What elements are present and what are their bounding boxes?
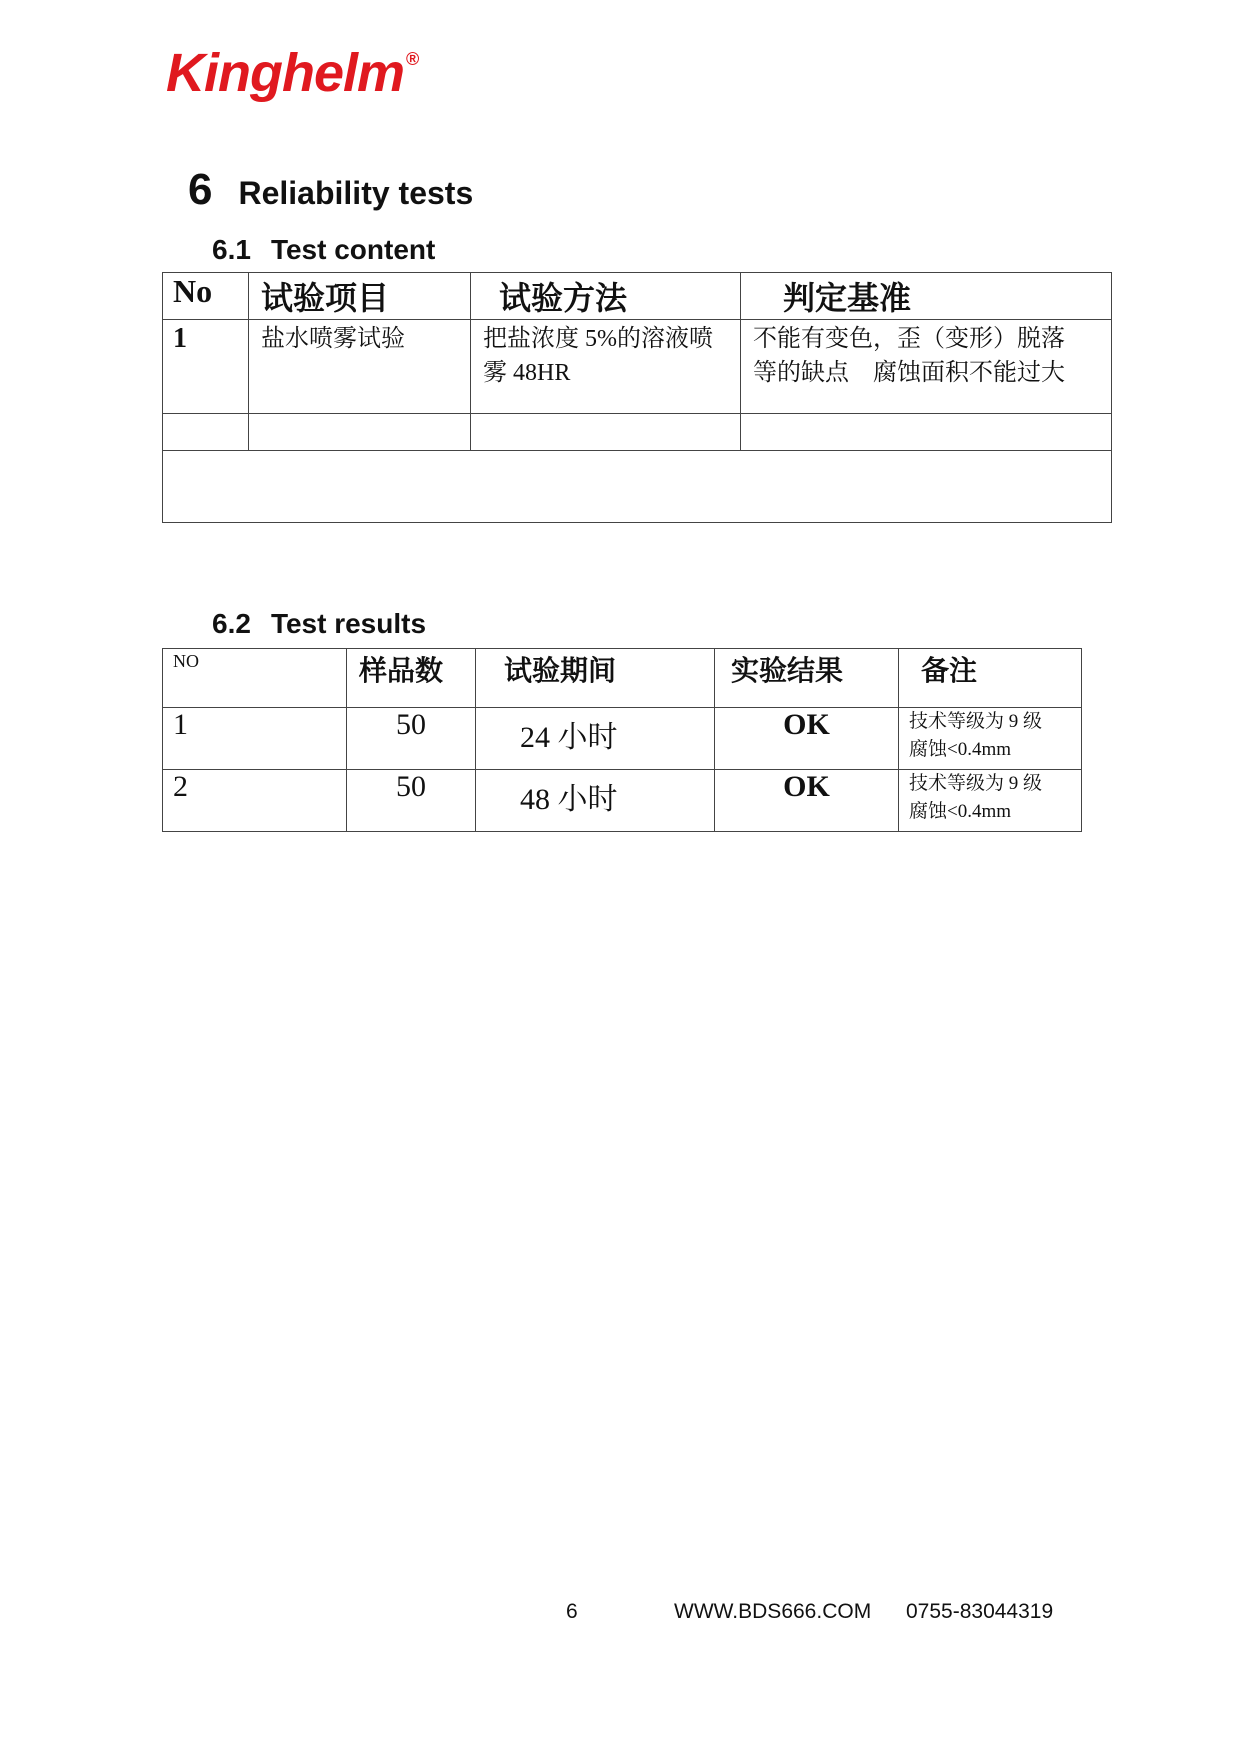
empty-row (163, 451, 1112, 523)
empty-row (163, 414, 1112, 451)
header-cell: NO (163, 649, 347, 708)
section-title: Reliability tests (238, 175, 474, 211)
header-cell: 试验期间 (476, 649, 715, 708)
header-cell: 试验项目 (249, 273, 471, 320)
note-cell: 技术等级为 9 级 腐蚀<0.4mm (899, 770, 1082, 832)
test-item-cell: 盐水喷雾试验 (249, 320, 471, 414)
table-row (163, 320, 1112, 414)
header-cell: No (163, 273, 249, 320)
sample-count-cell: 50 (347, 770, 476, 832)
header-cell: 备注 (899, 649, 1082, 708)
subsection-heading-test-content: 6.1 Test content (212, 234, 436, 265)
note-cell: 技术等级为 9 级 腐蚀<0.4mm (899, 708, 1082, 770)
test-period-cell: 48 小时 (476, 770, 715, 832)
header-cell: 判定基准 (741, 273, 1112, 320)
section-number: 6 (188, 165, 213, 214)
footer-website: WWW.BDS666.COM (674, 1600, 872, 1623)
row-number-cell: 1 (163, 708, 347, 770)
table-row (163, 770, 1082, 832)
row-number-cell: 2 (163, 770, 347, 832)
result-cell: OK (715, 708, 899, 770)
kinghelm-logo: Kinghelm ® (166, 43, 419, 103)
header-cell: 试验方法 (471, 273, 741, 320)
test-period-cell: 24 小时 (476, 708, 715, 770)
table-row (163, 708, 1082, 770)
sample-count-cell: 50 (347, 708, 476, 770)
table-header-row (163, 273, 1112, 320)
header-cell: 实验结果 (715, 649, 899, 708)
page-number: 6 (566, 1600, 578, 1623)
test-method-cell: 把盐浓度 5%的溶液喷 雾 48HR (471, 320, 741, 414)
section-heading (188, 165, 474, 214)
footer-phone: 0755-83044319 (906, 1600, 1054, 1623)
test-content-table (162, 272, 1112, 523)
row-number-cell: 1 (163, 320, 249, 414)
test-results-table (162, 648, 1082, 832)
criteria-cell: 不能有变色，歪（变形）脱落 等的缺点 腐蚀面积不能过大 (741, 320, 1112, 414)
header-cell: 样品数 (347, 649, 476, 708)
table-header-row (163, 649, 1082, 708)
result-cell: OK (715, 770, 899, 832)
subsection-heading-test-results: 6.2 Test results (212, 608, 427, 639)
